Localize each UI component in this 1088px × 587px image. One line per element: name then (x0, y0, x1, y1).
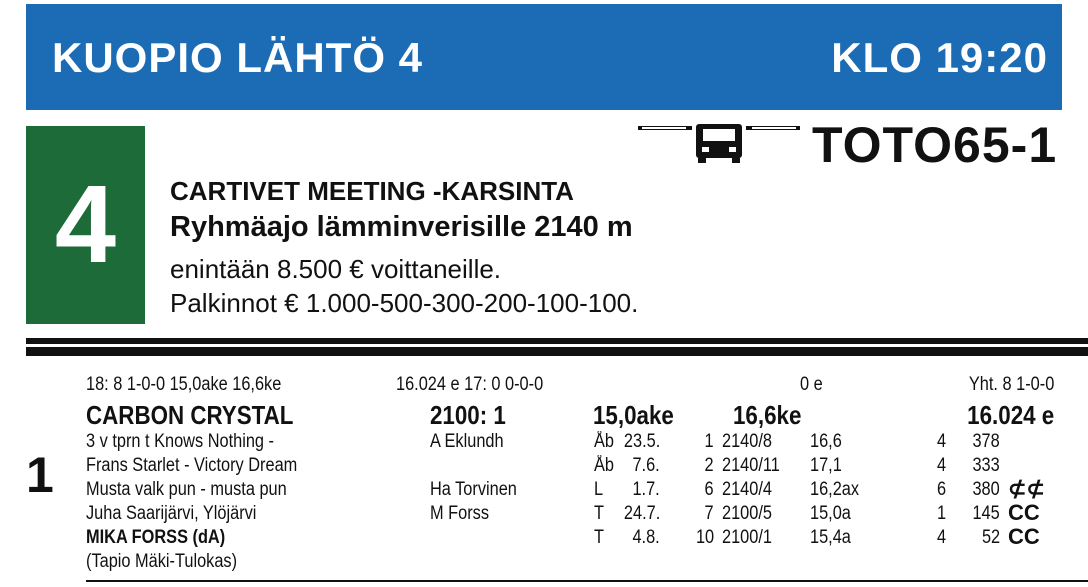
start-odds: 378 (972, 431, 1000, 452)
horse-name: CARBON CRYSTAL (86, 400, 294, 430)
horse-record-second: 16,6ke (733, 400, 802, 430)
start-distance: 2140/4 (722, 479, 772, 500)
race-condition: enintään 8.500 € voittaneille. (170, 254, 502, 284)
start-track: L (594, 479, 604, 500)
divider (26, 347, 1088, 356)
toto-pool-label: TOTO65-1 (812, 117, 1058, 173)
start-time: 16,2ax (810, 479, 860, 500)
horse-driver: MIKA FORSS (dA) (86, 527, 226, 548)
horse-summary-year: 18: 8 1-0-0 15,0ake 16,6ke (86, 374, 282, 395)
horse-trainer: (Tapio Mäki-Tulokas) (86, 551, 238, 572)
start-odds: 333 (972, 455, 1000, 476)
shoe-symbols: CC (1008, 500, 1040, 525)
race-start-time: KLO 19:20 (831, 34, 1048, 81)
start-number: 2 (704, 455, 714, 476)
start-date: 1.7. (632, 479, 660, 500)
start-time: 17,1 (810, 455, 842, 476)
start-track: T (594, 503, 604, 524)
horse-earnings: 16.024 e (966, 400, 1054, 430)
race-header-title: KUOPIO LÄHTÖ 4 (52, 34, 424, 81)
start-driver: Ha Torvinen (430, 479, 517, 500)
start-driver: M Forss (430, 503, 490, 524)
race-prizes: Palkinnot € 1.000-500-300-200-100-100. (170, 288, 639, 318)
start-distance: 2140/8 (722, 431, 772, 452)
horse-owner: Juha Saarijärvi, Ylöjärvi (86, 503, 257, 524)
start-distance: 2100/5 (722, 503, 772, 524)
start-time: 16,6 (810, 431, 842, 452)
start-place: 4 (937, 431, 947, 452)
horse-pedigree-line2: Frans Starlet - Victory Dream (86, 455, 298, 476)
start-track: Åb (594, 431, 614, 452)
truck-icon (636, 118, 802, 164)
start-track: T (594, 527, 604, 548)
start-date: 24.7. (623, 503, 660, 524)
start-place: 1 (937, 503, 947, 524)
horse-summary-zero: 0 e (800, 374, 823, 395)
race-number-badge: 4 (26, 126, 145, 324)
start-time: 15,4a (810, 527, 851, 548)
start-number: 1 (704, 431, 714, 452)
shoe-symbols: CC (1008, 524, 1040, 549)
race-name: CARTIVET MEETING -KARSINTA (170, 176, 574, 206)
divider (26, 338, 1088, 344)
start-time: 15,0a (810, 503, 851, 524)
start-number: 6 (704, 479, 714, 500)
divider (86, 580, 1088, 582)
horse-summary-prev: 16.024 e 17: 0 0-0-0 (396, 374, 544, 395)
horse-summary-total: Yht. 8 1-0-0 (968, 374, 1054, 395)
start-place: 4 (937, 455, 947, 476)
start-place: 6 (937, 479, 947, 500)
start-place: 4 (937, 527, 947, 548)
start-odds: 52 (981, 527, 1000, 548)
start-date: 4.8. (632, 527, 660, 548)
race-type: Ryhmäajo lämminverisille 2140 m (170, 211, 633, 243)
start-number: 10 (695, 527, 714, 548)
start-driver: A Eklundh (430, 431, 504, 452)
start-odds: 145 (972, 503, 1000, 524)
horse-track-start: 2100: 1 (430, 400, 506, 430)
start-date: 23.5. (623, 431, 660, 452)
start-number: 7 (704, 503, 714, 524)
start-odds: 380 (972, 479, 1000, 500)
horse-pedigree-line1: 3 v tprn t Knows Nothing - (86, 431, 275, 452)
start-distance: 2100/1 (722, 527, 772, 548)
start-distance: 2140/11 (722, 455, 780, 476)
start-date: 7.6. (632, 455, 660, 476)
shoe-symbols: ⊄⊄ (1008, 476, 1045, 501)
horse-colors: Musta valk pun - musta pun (86, 479, 287, 500)
horse-number: 1 (26, 447, 54, 503)
horse-record-best: 15,0ake (593, 400, 674, 430)
start-track: Åb (594, 455, 614, 476)
